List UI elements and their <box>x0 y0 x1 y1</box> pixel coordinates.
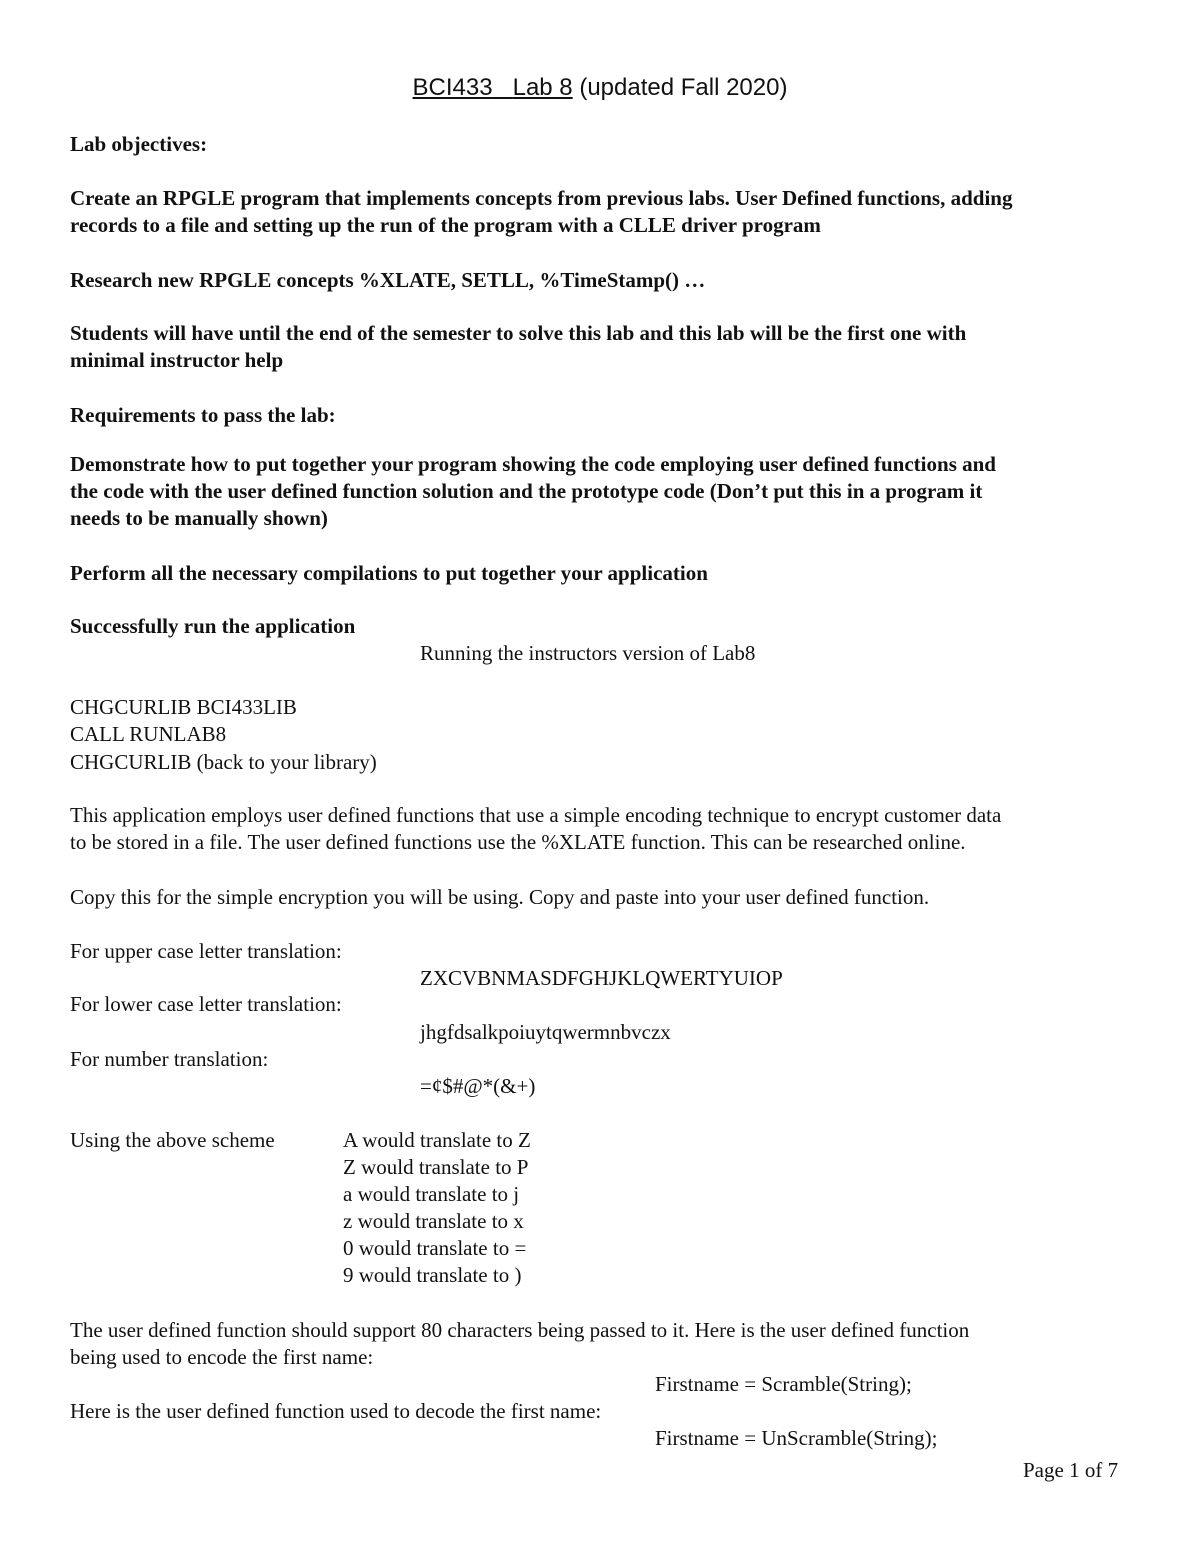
command-call: CALL RUNLAB8 <box>70 722 227 746</box>
requirement-1-line-1: Demonstrate how to put together your program showing the code employing user defined functions and <box>70 452 996 476</box>
objective-1-line-2: records to a file and setting up the run of the program with a CLLE driver program <box>70 213 821 237</box>
page-title <box>0 73 1200 103</box>
title-lab: Lab 8 <box>512 74 573 101</box>
command-chgcurlib-back: CHGCURLIB (back to your library) <box>70 750 377 774</box>
scheme-example: 0 would translate to = <box>343 1236 527 1260</box>
scheme-example: 9 would translate to ) <box>343 1263 522 1287</box>
upper-case-value: ZXCVBNMASDFGHJKLQWERTYUIOP <box>420 966 783 990</box>
objectives-heading: Lab objectives: <box>70 132 208 156</box>
title-gap <box>493 74 513 101</box>
page-number: Page 1 of 7 <box>1023 1458 1119 1482</box>
lower-case-value: jhgfdsalkpoiuytqwermnbvczx <box>420 1020 671 1044</box>
requirements-heading: Requirements to pass the lab: <box>70 403 336 427</box>
description-line-1: This application employs user defined functions that use a simple encoding technique to encrypt customer data <box>70 803 1002 827</box>
requirement-1-line-3: needs to be manually shown) <box>70 506 328 530</box>
udf-line-2: being used to encode the first name: <box>70 1345 374 1369</box>
scheme-example: a would translate to j <box>343 1182 520 1206</box>
running-caption: Running the instructors version of Lab8 <box>420 641 756 665</box>
objective-3-line-2: minimal instructor help <box>70 348 284 372</box>
requirement-1-line-2: the code with the user defined function solution and the prototype code (Don’t put this in a program it <box>70 479 983 503</box>
description-line-2: to be stored in a file. The user defined functions use the %XLATE function. This can be researched online. <box>70 830 966 854</box>
requirement-3: Successfully run the application <box>70 614 356 638</box>
number-label: For number translation: <box>70 1047 269 1071</box>
lower-case-label: For lower case letter translation: <box>70 992 342 1016</box>
objective-3-line-1: Students will have until the end of the semester to solve this lab and this lab will be the first one with <box>70 321 967 345</box>
copy-instruction: Copy this for the simple encryption you will be using. Copy and paste into your user defined function. <box>70 885 930 909</box>
objective-2: Research new RPGLE concepts %XLATE, SETLL, %TimeStamp() … <box>70 268 706 292</box>
title-course: BCI433 <box>412 74 493 101</box>
number-value: =¢$#@*(&+) <box>420 1074 536 1098</box>
requirement-2: Perform all the necessary compilations to put together your application <box>70 561 708 585</box>
title-suffix: (updated Fall 2020) <box>572 74 788 101</box>
encode-code: Firstname = Scramble(String); <box>655 1372 912 1396</box>
scheme-label: Using the above scheme <box>70 1128 275 1152</box>
scheme-example: z would translate to x <box>343 1209 524 1233</box>
udf-line-1: The user defined function should support 80 characters being passed to it. Here is the user defined function <box>70 1318 970 1342</box>
upper-case-label: For upper case letter translation: <box>70 939 342 963</box>
command-chgcurlib: CHGCURLIB BCI433LIB <box>70 695 297 719</box>
scheme-example: A would translate to Z <box>343 1128 531 1152</box>
scheme-example: Z would translate to P <box>343 1155 529 1179</box>
objective-1-line-1: Create an RPGLE program that implements concepts from previous labs. User Defined functions, adding <box>70 186 1013 210</box>
decode-code: Firstname = UnScramble(String); <box>655 1426 938 1450</box>
decode-intro: Here is the user defined function used to decode the first name: <box>70 1399 602 1423</box>
